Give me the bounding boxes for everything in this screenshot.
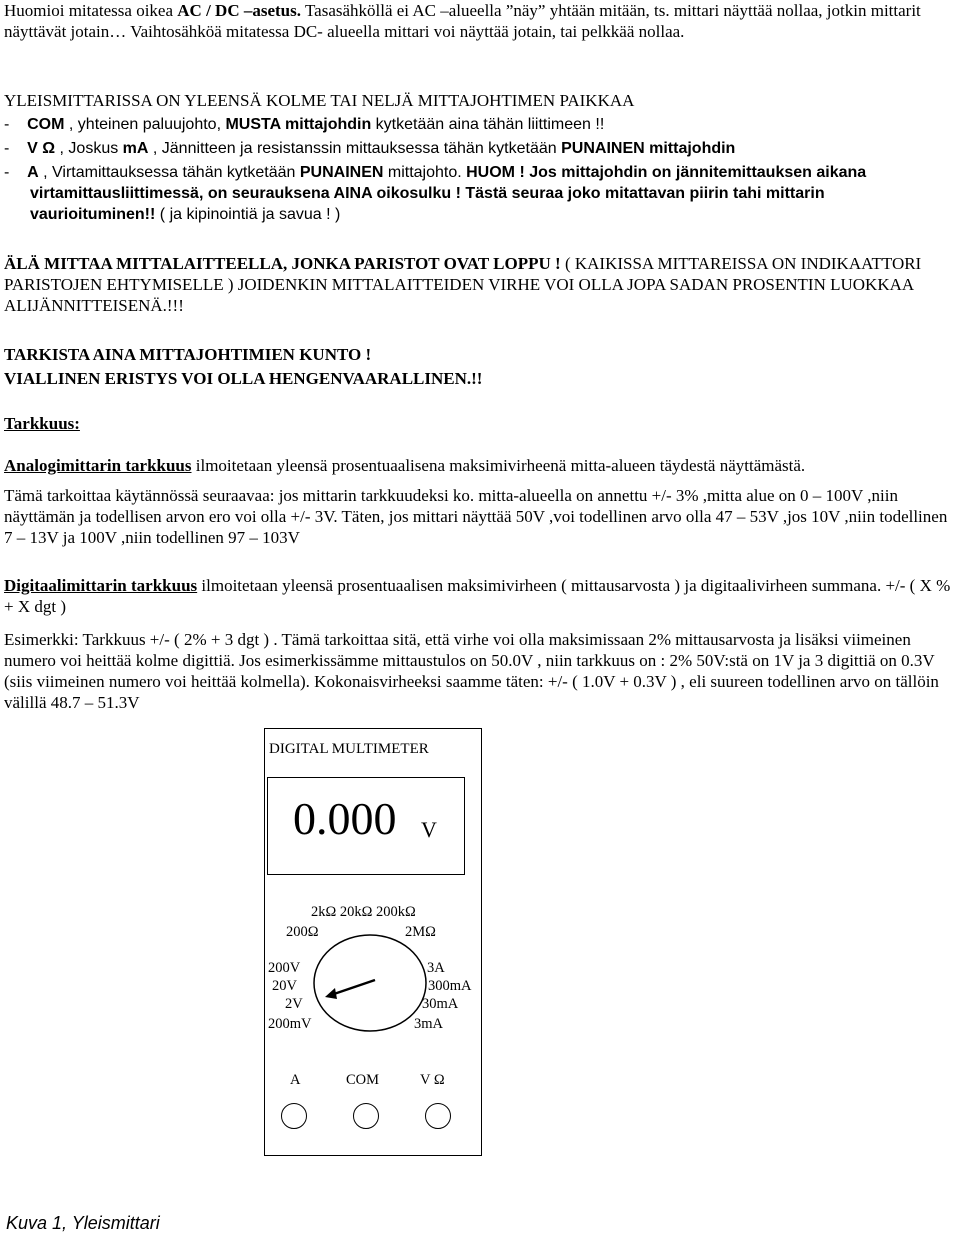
range-3ma: 3mA — [414, 1016, 443, 1032]
selector-dial — [265, 729, 483, 1157]
meter-title: DIGITAL MULTIMETER — [269, 741, 429, 757]
figure-caption: Kuva 1, Yleismittari — [6, 1213, 160, 1233]
analog-example: Tämä tarkoittaa käytännössä seuraavaa: jos mittarin tarkkuudeksi ko. mitta-alueella on annettu +/- 3% ,mitta alue on 0 – 100V ,niin näyttämän ja todellisen arvon ero voi olla +/- 3V. Täten, jos mittari näyttää 50V ,voi todellinen arvo olla 47 – 53V ,jos 10V ,niin todellinen 7 – 13V ja 100V ,niin todellinen 97 – 103V — [4, 486, 948, 547]
range-200ohm: 200Ω — [286, 924, 319, 940]
jacks-heading: YLEISMITTARISSA ON YLEENSÄ KOLME TAI NELJÄ MITTAJOHTIMEN PAIKKAA — [4, 91, 635, 110]
range-ohm-top: 2kΩ 20kΩ 200kΩ — [311, 904, 416, 920]
range-300ma: 300mA — [428, 978, 472, 994]
range-200mv: 200mV — [268, 1016, 312, 1032]
intro-paragraph: Huomioi mitatessa oikea AC / DC –asetus. Tasasähköllä ei AC –alueella ”näy” yhtään mitään, ts. mittari näyttää nollaa, jotkin mittarit näyttävät jotain… Vaihtosähköä mitatessa DC- alueella mittari voi näyttää jotain, tai pelkkää nollaa. — [4, 1, 921, 41]
jack-label-com: COM — [346, 1072, 380, 1088]
range-20v: 20V — [272, 978, 297, 994]
range-30ma: 30mA — [422, 996, 459, 1012]
accuracy-heading: Tarkkuus: — [4, 414, 80, 433]
display-unit: V — [421, 817, 437, 842]
jack-label-a: A — [290, 1072, 301, 1088]
jack-v-socket — [425, 1103, 451, 1129]
multimeter-diagram — [264, 728, 482, 1156]
display-reading: 0.000 — [293, 793, 397, 844]
range-200v: 200V — [268, 960, 301, 976]
analog-accuracy: Analogimittarin tarkkuus ilmoitetaan yleensä prosentuaalisena maksimivirheenä mitta-alueen täydestä näyttämästä. — [4, 456, 806, 475]
digital-example: Esimerkki: Tarkkuus +/- ( 2% + 3 dgt ) . Tämä tarkoittaa sitä, että virhe voi olla maksimissaan 2% mittausarvosta ja lisäksi viimeinen numero voi heittää kolme digittiä. Jos esimerkissämme mittaustulos on 50.0V , niin tarkkuus on : 2% 50V:stä on 1V ja 3 digittiä on 0.3V (siis viimeinen numero voi heittää kolmella). Kokonaisvirheeksi saamme täten: +/- ( 1.0V + 0.3V ) , eli suureen todellinen arvo on tällöin välillä 48.7 – 51.3V — [4, 630, 939, 712]
jack-com-socket — [353, 1103, 379, 1129]
jack-a-socket — [281, 1103, 307, 1129]
jack-a-line: - A , Virtamittauksessa tähän kytketään PUNAINEN mittajohto. HUOM ! Jos mittajohdin on jännitemittauksen aikana virtamittausliittimessä, on seurauksena AINA oikosulku ! Tästä seuraa joko mitattavan piirin tahi mittarin vaurioituminen!! ( ja kipinointiä ja savua ! ) — [4, 164, 867, 223]
range-3a: 3A — [427, 960, 445, 976]
battery-warning: ÄLÄ MITTAA MITTALAITTEELLA, JONKA PARISTOT OVAT LOPPU ! ( KAIKISSA MITTAREISSA ON INDIKAATTORI PARISTOJEN EHTYMISELLE ) JOIDENKIN MITTALAITTEIDEN VIRHE VOI OLLA JOPA SADAN PROSENTIN LUOKKAA ALIJÄNNITTEISENÄ.!!! — [4, 254, 922, 315]
jack-v-line: - V Ω , Joskus mA , Jännitteen ja resistanssin mittauksessa tähän kytketään PUNAINEN mittajohdin — [4, 140, 736, 157]
dial-pointer — [331, 980, 375, 995]
jack-com-line: - COM , yhteinen paluujohto, MUSTA mittajohdin kytketään aina tähän liittimeen !! — [4, 116, 605, 133]
range-2v: 2V — [285, 996, 303, 1012]
check-line-1: TARKISTA AINA MITTAJOHTIMIEN KUNTO ! — [4, 345, 372, 364]
check-line-2: VIALLINEN ERISTYS VOI OLLA HENGENVAARALLINEN.!! — [4, 369, 483, 388]
jack-label-v: V Ω — [420, 1072, 445, 1088]
dial-pointer-tip — [325, 988, 337, 999]
digital-accuracy: Digitaalimittarin tarkkuus ilmoitetaan yleensä prosentuaalisen maksimivirheen ( mittausarvosta ) ja digitaalivirheen summana. +/- ( X % + X dgt ) — [4, 576, 951, 616]
range-2mohm: 2MΩ — [405, 924, 436, 940]
